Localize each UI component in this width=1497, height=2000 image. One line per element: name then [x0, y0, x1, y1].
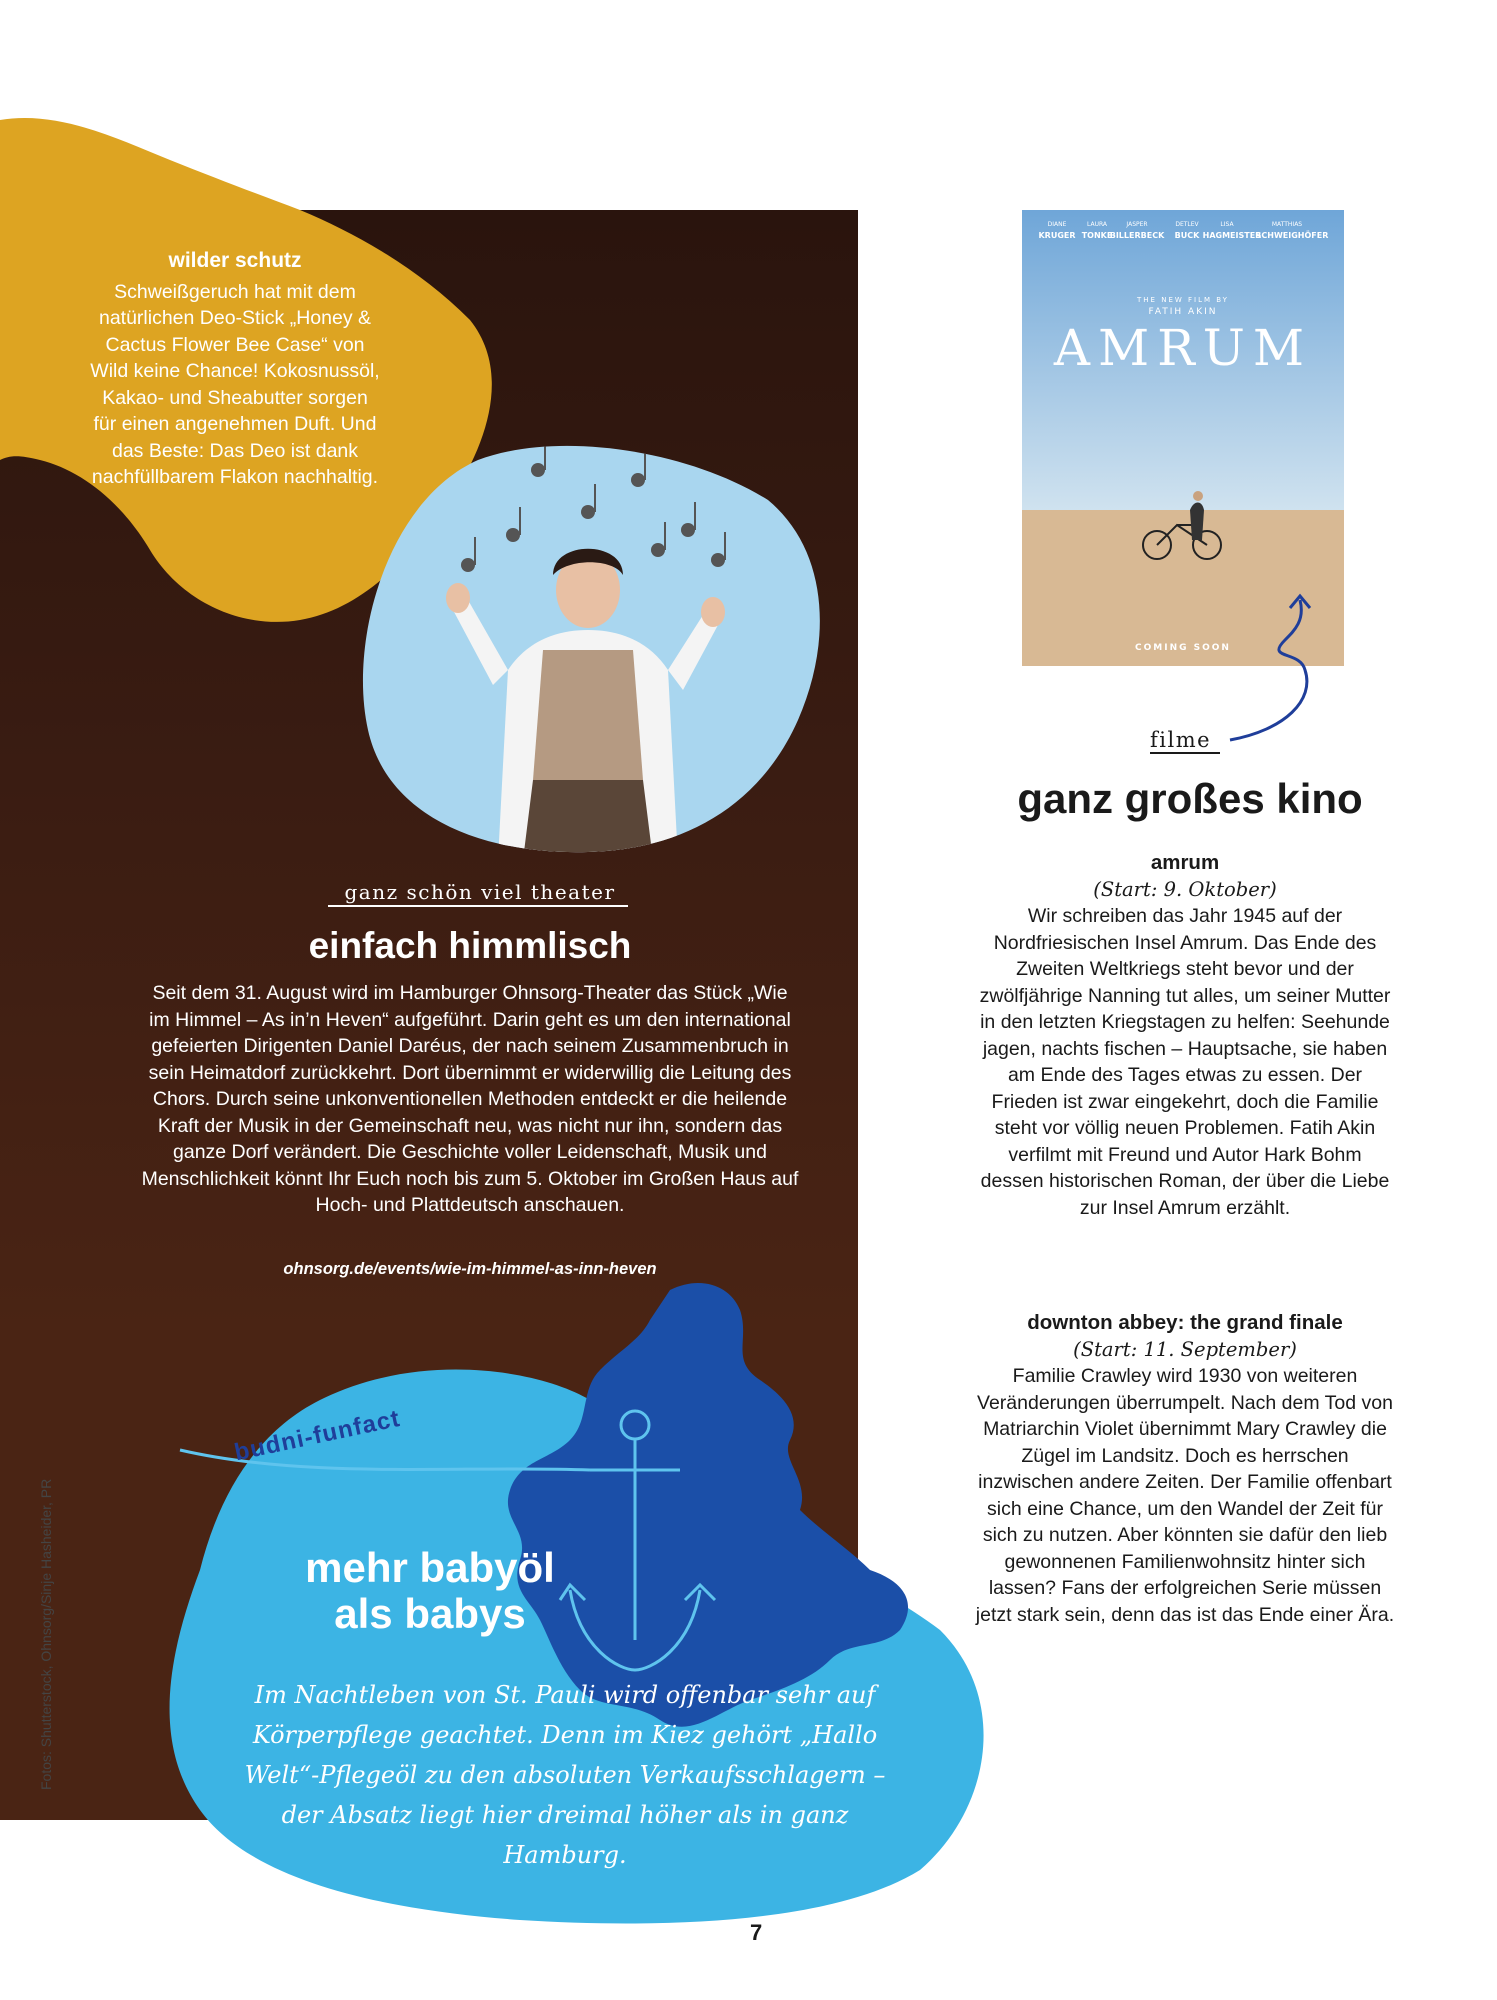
- poster-cast-first-3: JASPER: [1126, 221, 1148, 228]
- poster-cast-first-1: DIANE: [1047, 221, 1067, 228]
- poster-cast-last-5: HAGMEISTER: [1202, 231, 1262, 240]
- movie-start: (Start: 9. Oktober): [1093, 877, 1277, 901]
- poster-cast-first-5: LISA: [1220, 221, 1234, 228]
- poster-director: FATIH AKIN: [1148, 307, 1218, 317]
- funfact-title-line1: mehr babyöl: [305, 1544, 555, 1591]
- poster-cast-last-6: SCHWEIGHÖFER: [1255, 231, 1329, 240]
- poster-cast-first-4: DETLEV: [1175, 221, 1199, 228]
- movie-amrum: [975, 850, 1395, 1221]
- funfact-title: [260, 1545, 600, 1637]
- divider: [328, 905, 628, 907]
- films-title: ganz großes kino: [1017, 775, 1363, 822]
- curved-arrow-icon: [1225, 590, 1345, 750]
- poster-subtitle: THE NEW FILM BY: [1137, 296, 1229, 304]
- wilder-schutz-box: [90, 248, 380, 491]
- poster-title: AMRUM: [1053, 319, 1313, 377]
- conductor-photo: [358, 440, 828, 860]
- movie-body: Wir schreiben das Jahr 1945 auf der Nordfriesischen Insel Amrum. Das Ende des Zweiten Weltkriegs steht bevor und der zwölfjährige Nanning tut alles, um seiner Mutter in den letzten Kriegstagen zu helfen: Seehunde jagen, nachts fischen – Hauptsache, sie haben am Ende des Tages etwas zu essen. Der Frieden ist zwar eingekehrt, doch die Familie steht vor völlig neuen Problemen. Fatih Akin verfilmt mit Freund und Autor Hark Bohm dessen historischen Roman, der über die Liebe zur Insel Amrum erzählt.: [979, 905, 1391, 1219]
- movie-start: (Start: 11. September): [1073, 1337, 1297, 1361]
- poster-cast-first-2: LAURA: [1086, 221, 1108, 228]
- films-kicker: filme: [1150, 728, 1212, 752]
- funfact-body: Im Nachtleben von St. Pauli wird offenbar sehr auf Körperpflege geachtet. Denn im Kiez gehört „Hallo Welt“-Pflegeöl zu den absoluten Verkaufsschlagern – der Absatz liegt hier dreimal höher als in ganz Hamburg.: [244, 1681, 886, 1869]
- poster-cast-last-4: BUCK: [1174, 231, 1200, 240]
- theater-kicker: ganz schön viel theater: [344, 880, 616, 904]
- theater-body: Seit dem 31. August wird im Hamburger Ohnsorg-Theater das Stück „Wie im Himmel – As in’n Heven“ aufgeführt. Darin geht es um den international gefeierten Dirigenten Daniel Daréus, der nach seinem Zusammenbruch in sein Heimatdorf zurückkehrt. Dort übernimmt er widerwillig die Leitung des Chors. Durch seine unkonventionellen Methoden entdeckt er die heilende Kraft der Musik in der Gemeinschaft neu, was nicht nur ihn, sondern das ganze Dorf verändert. Die Geschichte voller Leidenschaft, Musik und Menschlichkeit könnt Ihr Euch noch bis zum 5. Oktober im Großen Haus auf Hoch- und Plattdeutsch anschauen.: [141, 982, 799, 1216]
- wilder-schutz-body: Schweißgeruch hat mit dem natürlichen Deo-Stick „Honey & Cactus Flower Bee Case“ von Wild keine Chance! Kokosnussöl, Kakao- und Sheabutter sorgen für einen angenehmen Duft. Und das Beste: Das Deo ist dank nachfüllbarem Flakon nachhaltig.: [90, 280, 380, 488]
- poster-cast-last-2: TONKE: [1081, 231, 1113, 240]
- divider: [1150, 752, 1220, 754]
- funfact-tag: budni-funfact: [232, 1404, 403, 1467]
- movie-title: downton abbey: the grand finale: [1027, 1311, 1343, 1334]
- theater-link[interactable]: ohnsorg.de/events/wie-im-himmel-as-inn-heven: [283, 1260, 657, 1278]
- movie-downton-abbey: [975, 1310, 1395, 1628]
- poster-cast-last-1: KRUGER: [1038, 231, 1076, 240]
- funfact-title-line2: als babys: [334, 1590, 526, 1637]
- movie-title: amrum: [1150, 851, 1220, 874]
- page-number: 7: [750, 1920, 763, 1945]
- wilder-schutz-title: wilder schutz: [168, 249, 302, 272]
- poster-cast-last-3: BILLERBECK: [1109, 231, 1165, 240]
- movie-body: Familie Crawley wird 1930 von weiteren Veränderungen überrumpelt. Nach dem Tod von Matriarchin Violet übernimmt Mary Crawley die Zügel im Landsitz. Doch es herrschen inzwischen andere Zeiten. Der Familie offenbart sich eine Chance, um den Wandel der Zeit für sich zu nutzen. Aber könnten sie dafür den lieb gewonnenen Familienwohnsitz hinter sich lassen? Fans der erfolgreichen Serie müssen jetzt stark sein, denn das ist das Ende einer Ära.: [975, 1365, 1395, 1626]
- photo-credit: Fotos: Shutterstock, Ohnsorg/Sinje Hasheider, PR: [38, 1478, 54, 1790]
- poster-footer: COMING SOON: [1135, 643, 1231, 653]
- theater-title: einfach himmlisch: [308, 925, 632, 966]
- poster-cast-first-6: MATTHIAS: [1271, 221, 1303, 228]
